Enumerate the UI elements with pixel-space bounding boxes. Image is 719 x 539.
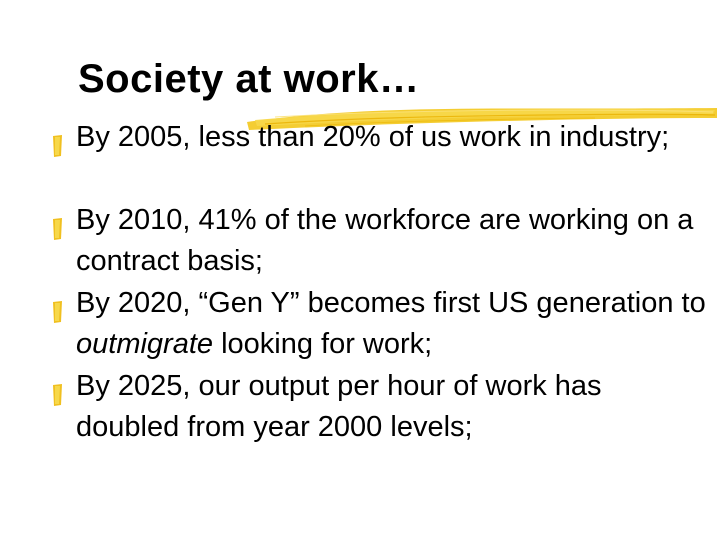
bullet-item [52,366,712,449]
bullet-text: By 2010, 41% of the workforce are working on a contract basis; [76,204,694,277]
bullet-text-emphasis: outmigrate [76,328,214,360]
yellow-bar-icon [52,294,63,316]
bullet-text: By 2005, less than 20% of us work in industry; [76,121,670,153]
yellow-bar-icon [52,377,63,399]
bullet-text: By 2025, our output per hour of work has doubled from year 2000 levels; [76,370,602,443]
bullet-text-before: By 2020, “Gen Y” becomes first US generation to [76,287,706,319]
bullet-item [52,283,712,366]
yellow-bar-icon [52,128,63,150]
bullet-list [52,117,712,449]
yellow-bar-icon [52,211,63,233]
bullet-item [52,117,712,200]
bullet-text [76,283,712,365]
bullet-text-after: looking for work; [213,328,433,360]
slide-title: Society at work… [78,57,420,101]
bullet-item [52,200,712,283]
